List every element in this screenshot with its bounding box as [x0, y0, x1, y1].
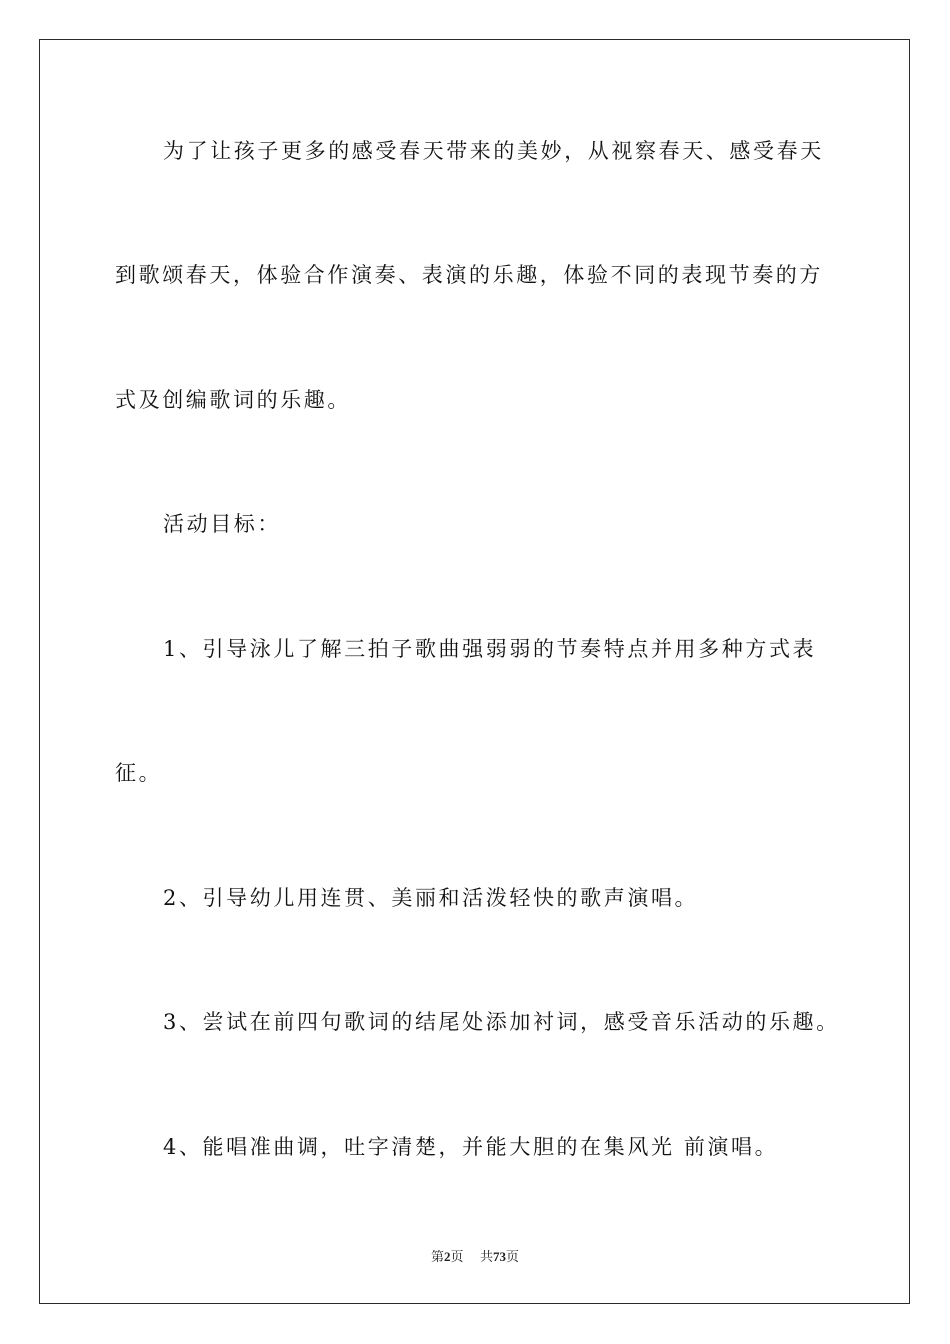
- list-item-continuation: 征。: [115, 761, 163, 785]
- page-suffix: 页: [450, 1250, 464, 1265]
- section-heading: 活动目标：: [163, 512, 281, 536]
- list-item: 3、尝试在前四句歌词的结尾处添加衬词，感受音乐活动的乐趣。: [163, 1010, 840, 1034]
- current-page-number: 2: [443, 1249, 451, 1264]
- total-suffix: 页: [506, 1250, 520, 1265]
- list-item: 4、能唱准曲调，吐字清楚，并能大胆的在集风光 前演唱。: [163, 1135, 779, 1159]
- paragraph-line: 式及创编歌词的乐趣。: [115, 388, 351, 412]
- list-item: 2、引导幼儿用连贯、美丽和活泼轻快的歌声演唱。: [163, 886, 699, 910]
- page-footer: [0, 1248, 950, 1267]
- paragraph-line: 为了让孩子更多的感受春天带来的美妙，从视察春天、感受春天: [163, 139, 824, 163]
- list-item: 1、引导泳儿了解三拍子歌曲强弱弱的节奏特点并用多种方式表: [163, 637, 817, 661]
- total-pages-number: 73: [493, 1249, 507, 1264]
- page-border: [39, 39, 910, 1304]
- page-prefix: 第: [430, 1250, 444, 1265]
- paragraph-line: 到歌颂春天，体验合作演奏、表演的乐趣，体验不同的表现节奏的方: [115, 263, 823, 287]
- total-prefix: 共: [480, 1250, 494, 1265]
